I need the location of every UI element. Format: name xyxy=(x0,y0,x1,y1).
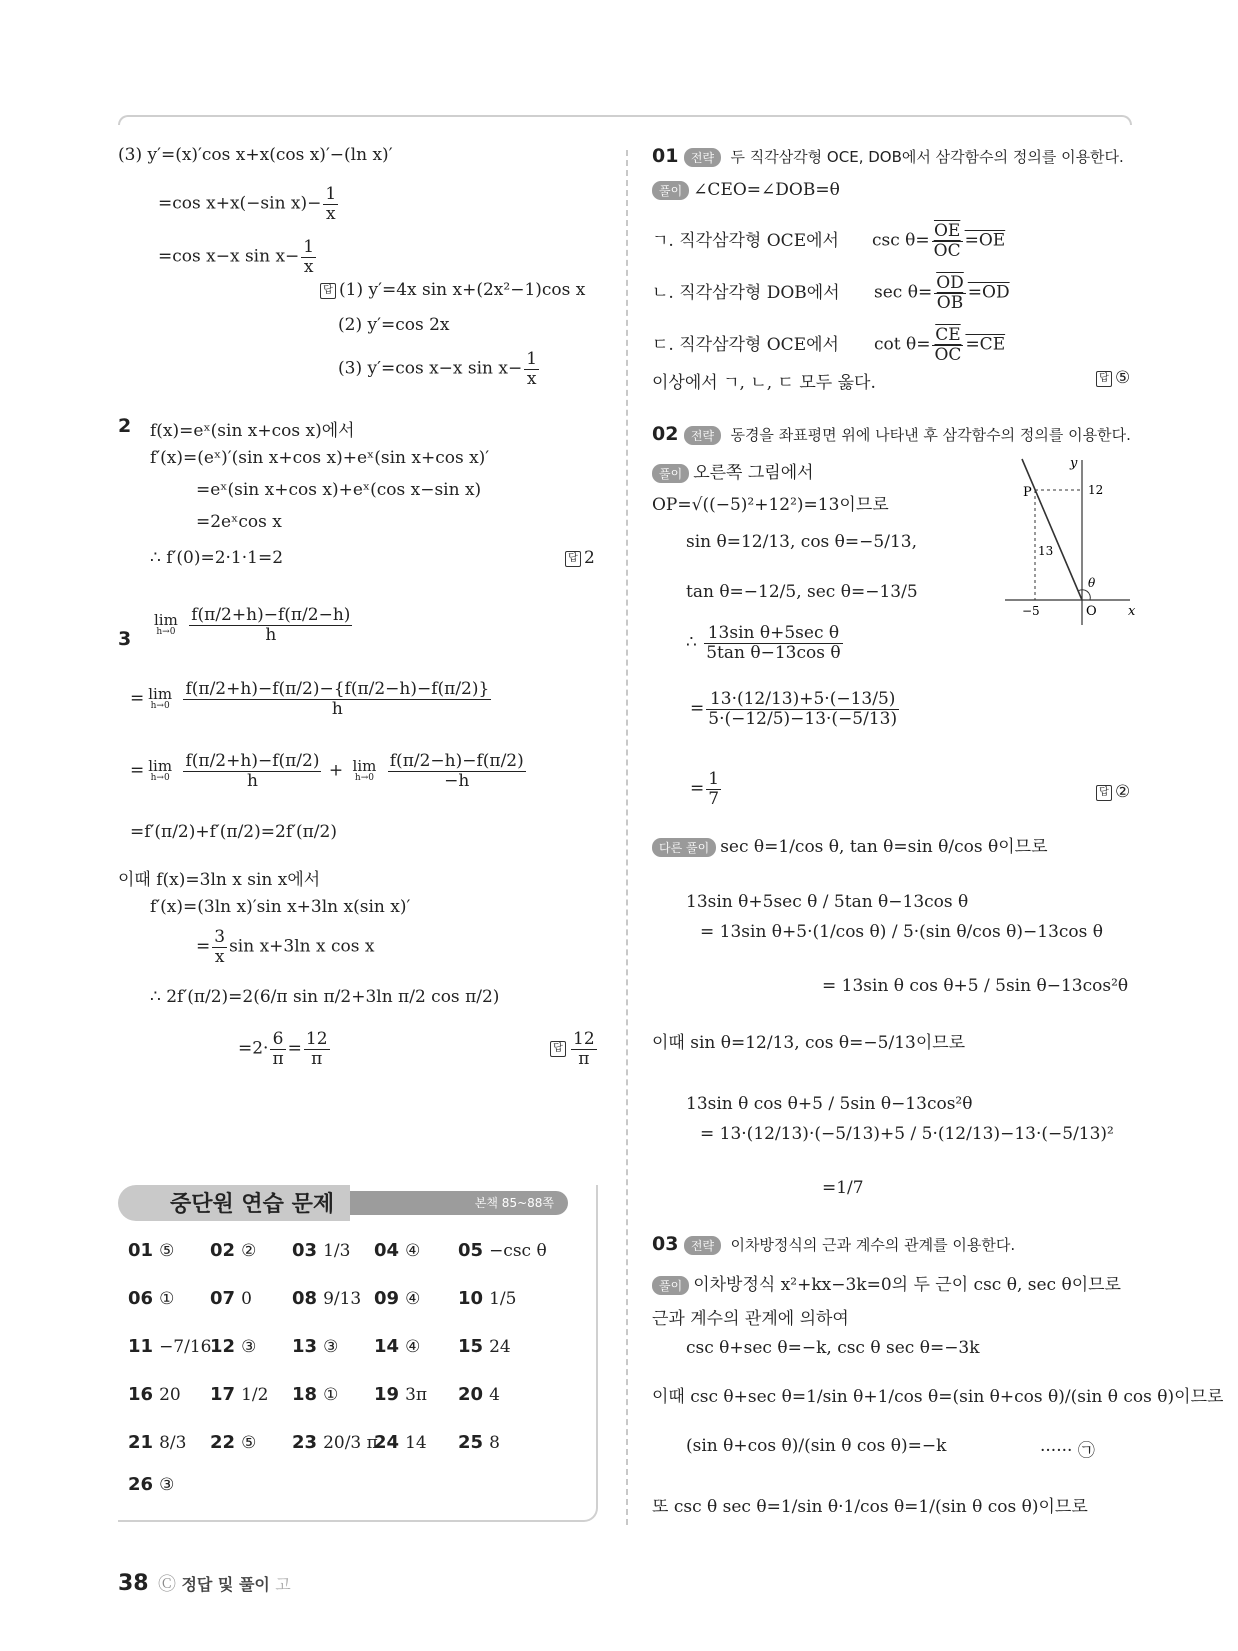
practice-answer-value: ① xyxy=(159,1289,175,1309)
practice-answer-value: ③ xyxy=(159,1475,175,1495)
q3-row-3: = lim h→0 $\frac{f(\pi/2+h)-f(\pi/2)}{h}$ + lim h→0 $\frac{f(\pi/2-h)-f(\pi/2)}{-h}$ xyxy=(130,751,524,791)
practice-answer-number: 22 xyxy=(210,1432,236,1453)
practice-answer-number: 14 xyxy=(374,1336,400,1357)
practice-answer-value: 14 xyxy=(405,1433,427,1453)
q3-row-4: =f′(π/2)+f′(π/2)=2f′(π/2) xyxy=(130,822,337,842)
practice-answer-number: 25 xyxy=(458,1432,484,1453)
practice-answer xyxy=(128,1474,174,1495)
q2-line-1: f(x)=eˣ(sin x+cos x)에서 xyxy=(150,421,355,441)
q3-row-6: f′(x)=(3ln x)′sin x+3ln x(sin x)′ xyxy=(150,897,411,917)
practice-answer-value: 1/5 xyxy=(489,1289,517,1309)
q2-line-2: f′(x)=(eˣ)′(sin x+cos x)+eˣ(sin x+cos x)′ xyxy=(150,448,490,468)
practice-answer-value: ① xyxy=(323,1385,339,1405)
solution-tag: 풀이 xyxy=(652,1276,689,1295)
practice-answer xyxy=(210,1384,268,1405)
label-P: P xyxy=(1023,485,1032,500)
practice-answer xyxy=(292,1384,338,1405)
practice-answer-number: 06 xyxy=(128,1288,154,1309)
practice-answer xyxy=(128,1384,181,1405)
practice-answer-value: 3π xyxy=(405,1385,428,1405)
practice-answer-value: ④ xyxy=(405,1241,421,1261)
q02-sol-3: tan θ=−12/5, sec θ=−13/5 xyxy=(686,582,918,602)
answer-icon: 답 xyxy=(565,551,581,567)
practice-answer xyxy=(458,1432,500,1453)
practice-answer-value: ③ xyxy=(241,1337,257,1357)
q3-answer: 답 $\frac{12}{\pi}$ xyxy=(550,1030,599,1068)
practice-answer-number: 01 xyxy=(128,1240,154,1261)
q01-sol-2: ㄴ. 직각삼각형 DOB에서 sec θ= $\frac{\overline{OD}}{OB}$ =OD xyxy=(652,273,1010,313)
practice-answer-number: 02 xyxy=(210,1240,236,1261)
q02-alt-2: 13sin θ+5sec θ / 5tan θ−13cos θ xyxy=(686,892,969,912)
q02-alt-5r: = 13·(12/13)·(−5/13)+5 / 5·(12/13)−13·(−5/13)² xyxy=(700,1124,1114,1144)
practice-answer-number: 04 xyxy=(374,1240,400,1261)
q02-sol-6: = $\frac{1}{7}$ xyxy=(690,769,720,809)
practice-answer-value: ② xyxy=(241,1241,257,1261)
practice-answer xyxy=(210,1432,256,1453)
footer-label: 정답 및 풀이 xyxy=(181,1575,270,1594)
answer-icon: 답 xyxy=(1096,785,1112,801)
solution-tag: 풀이 xyxy=(652,464,689,483)
q01-sol-4: 이상에서 ㄱ, ㄴ, ㄷ 모두 옳다. xyxy=(652,373,876,393)
answer-icon: 답 xyxy=(320,283,336,299)
label-12: 12 xyxy=(1088,483,1104,497)
label-O: O xyxy=(1086,604,1097,619)
q03-header: 03 전략 이차방정식의 근과 계수의 관계를 이용한다. xyxy=(652,1233,1016,1255)
practice-answer-value: 20 xyxy=(159,1385,181,1405)
practice-answer-number: 12 xyxy=(210,1336,236,1357)
practice-answer-number: 08 xyxy=(292,1288,318,1309)
practice-answer xyxy=(292,1288,361,1309)
practice-answer xyxy=(458,1384,500,1405)
practice-answer-number: 05 xyxy=(458,1240,484,1261)
q03-sol-5-tag: ······ ㉠ xyxy=(1040,1441,1095,1461)
q02-alt-1: 다른 풀이 sec θ=1/cos θ, tan θ=sin θ/cos θ이므로 xyxy=(652,832,1048,857)
q02-alt-3: = 13sin θ cos θ+5 / 5sin θ−13cos²θ xyxy=(822,976,1129,996)
practice-answer-value: −7/16 xyxy=(159,1337,212,1357)
alt-solution-tag: 다른 풀이 xyxy=(652,838,716,857)
practice-answer-number: 09 xyxy=(374,1288,400,1309)
q02-alt-4: 이때 sin θ=12/13, cos θ=−5/13이므로 xyxy=(652,1033,966,1053)
practice-answer xyxy=(210,1288,252,1309)
p3-line-2: =cos x+x(−sin x)− $\frac{1}{x}$ xyxy=(158,184,337,224)
q02-header: 02 전략 동경을 좌표평면 위에 나타낸 후 삼각함수의 정의를 이용한다. xyxy=(652,423,1131,445)
q3-row-7: = $\frac{3}{x}$ sin x+3ln x cos x xyxy=(196,927,375,967)
practice-answer-value: 8/3 xyxy=(159,1433,187,1453)
practice-answer xyxy=(292,1240,350,1261)
practice-answer-number: 03 xyxy=(292,1240,318,1261)
label-x: x xyxy=(1128,604,1136,619)
practice-answer xyxy=(374,1240,420,1261)
answer-icon: 답 xyxy=(550,1041,566,1057)
practice-answer-value: ④ xyxy=(405,1337,421,1357)
practice-answer-value: 1/3 xyxy=(323,1241,351,1261)
practice-range: 본책 85~88쪽 xyxy=(350,1191,568,1215)
practice-answer-value: ⑤ xyxy=(159,1241,175,1261)
column-divider xyxy=(626,150,628,1525)
practice-answer-number: 26 xyxy=(128,1474,154,1495)
q02-sol-2: sin θ=12/13, cos θ=−5/13, xyxy=(686,532,917,552)
practice-answer-number: 24 xyxy=(374,1432,400,1453)
q2-answer: 답 2 xyxy=(565,548,595,568)
practice-answer-number: 07 xyxy=(210,1288,236,1309)
q03-sol-3: csc θ+sec θ=−k, csc θ sec θ=−3k xyxy=(686,1338,980,1358)
practice-answer-number: 16 xyxy=(128,1384,154,1405)
page-footer xyxy=(118,1570,291,1596)
practice-answer-value: 8 xyxy=(489,1433,500,1453)
q02-answer: 답 ② xyxy=(1096,782,1130,802)
label-minus5: −5 xyxy=(1022,604,1040,618)
p3-answer-1: 답 (1) y′=4x sin x+(2x²−1)cos x xyxy=(320,280,585,300)
practice-answer xyxy=(458,1336,511,1357)
practice-answer xyxy=(374,1336,420,1357)
q3-row-2: = lim h→0 $\frac{f(\pi/2+h)-f(\pi/2)-\{f(\pi/2-h)-f(\pi/2)\}}{h}$ xyxy=(130,679,490,719)
q02-coordinate-figure xyxy=(1000,455,1140,635)
practice-answer xyxy=(374,1384,427,1405)
q03-sol-1: 풀이 이차방정식 x²+kx−3k=0의 두 근이 csc θ, sec θ이므로 xyxy=(652,1270,1121,1295)
practice-answer-value: −csc θ xyxy=(489,1241,547,1261)
strategy-tag: 전략 xyxy=(684,426,721,445)
q01-sol-0: 풀이 ∠CEO=∠DOB=θ xyxy=(652,180,840,200)
practice-answer-number: 19 xyxy=(374,1384,400,1405)
q01-answer: 답 ⑤ xyxy=(1096,368,1130,388)
q3-number: 3 xyxy=(118,628,132,650)
q01-sol-1: ㄱ. 직각삼각형 OCE에서 csc θ= $\frac{\overline{OE}}{OC}$ =OE xyxy=(652,221,1006,261)
practice-answer-value: 1/2 xyxy=(241,1385,269,1405)
q03-sol-2: 근과 계수의 관계에 의하여 xyxy=(652,1309,849,1329)
practice-answer-number: 23 xyxy=(292,1432,318,1453)
q3-row-5: 이때 f(x)=3ln x sin x에서 xyxy=(118,870,321,890)
q02-sol-0: 풀이 오른쪽 그림에서 xyxy=(652,458,814,483)
practice-answer xyxy=(374,1288,420,1309)
q2-line-5: ∴ f′(0)=2·1·1=2 xyxy=(150,548,284,568)
q02-alt-6: =1/7 xyxy=(822,1178,864,1198)
practice-answer-number: 13 xyxy=(292,1336,318,1357)
q3-row-1: lim h→0 $\frac{f(\pi/2+h)-f(\pi/2-h)}{h}$ xyxy=(154,605,351,645)
practice-header xyxy=(118,1185,568,1221)
label-13: 13 xyxy=(1038,544,1054,558)
practice-answer-number: 17 xyxy=(210,1384,236,1405)
practice-answer xyxy=(458,1240,547,1261)
q03-sol-6: 또 csc θ sec θ=1/sin θ·1/cos θ=1/(sin θ cos θ)이므로 xyxy=(652,1497,1088,1517)
q2-number: 2 xyxy=(118,415,132,437)
practice-answer xyxy=(128,1240,174,1261)
label-theta: θ xyxy=(1088,576,1096,590)
practice-answer xyxy=(292,1432,378,1453)
p3-answer-3: (3) y′=cos x−x sin x− $\frac{1}{x}$ xyxy=(338,349,538,389)
practice-answer-value: 0 xyxy=(241,1289,252,1309)
footer-mark: Ⓒ xyxy=(158,1574,177,1595)
practice-answer xyxy=(210,1240,256,1261)
practice-answer-number: 10 xyxy=(458,1288,484,1309)
answer-icon: 답 xyxy=(1096,371,1112,387)
page-number: 38 xyxy=(118,1571,149,1596)
q01-sol-3: ㄷ. 직각삼각형 OCE에서 cot θ= $\frac{\overline{CE}}{OC}$ =CE xyxy=(652,325,1006,365)
p3-answer-2: (2) y′=cos 2x xyxy=(338,315,450,335)
practice-answer xyxy=(458,1288,516,1309)
q01-header: 01 전략 두 직각삼각형 OCE, DOB에서 삼각함수의 정의를 이용한다. xyxy=(652,145,1124,167)
practice-answer xyxy=(374,1432,427,1453)
practice-answer-value: ④ xyxy=(405,1289,421,1309)
practice-answer xyxy=(210,1336,256,1357)
q02-sol-4: ∴ $\frac{\text{13sin θ+5sec θ}}{\text{5tan θ−13cos θ}}$ xyxy=(686,623,841,663)
label-y: y xyxy=(1070,456,1078,471)
top-rule xyxy=(118,115,1132,125)
q02-sol-5: = $\frac{13\cdot(12/13)+5\cdot(-13/5)}{5\cdot(-12/5)-13\cdot(-5/13)}$ xyxy=(690,689,898,729)
q02-sol-1: OP=√((−5)²+12²)=13이므로 xyxy=(652,495,889,515)
practice-answer-number: 11 xyxy=(128,1336,154,1357)
strategy-tag: 전략 xyxy=(684,148,721,167)
practice-answer xyxy=(128,1288,174,1309)
practice-answer-value: 9/13 xyxy=(323,1289,362,1309)
practice-answer-number: 21 xyxy=(128,1432,154,1453)
q03-sol-4: 이때 csc θ+sec θ=1/sin θ+1/cos θ=(sin θ+cos θ)/(sin θ cos θ)이므로 xyxy=(652,1387,1224,1407)
practice-answer-number: 20 xyxy=(458,1384,484,1405)
practice-answer-value: ⑤ xyxy=(241,1433,257,1453)
practice-answer xyxy=(128,1432,186,1453)
practice-answer-value: ③ xyxy=(323,1337,339,1357)
practice-answer-value: 24 xyxy=(489,1337,511,1357)
practice-answer xyxy=(128,1336,211,1357)
footer-suffix: 고 xyxy=(275,1575,291,1594)
q02-alt-2r: = 13sin θ+5·(1/cos θ) / 5·(sin θ/cos θ)−13cos θ xyxy=(700,922,1104,942)
solution-tag: 풀이 xyxy=(652,181,689,200)
practice-answer-value: 20/3 π xyxy=(323,1433,378,1453)
q3-row-9: =2· $\frac{6}{\pi}$ = $\frac{12}{\pi}$ xyxy=(238,1029,328,1069)
practice-answer-value: 4 xyxy=(489,1385,500,1405)
practice-answer-number: 18 xyxy=(292,1384,318,1405)
practice-answer-number: 15 xyxy=(458,1336,484,1357)
q2-line-4: =2eˣcos x xyxy=(196,512,282,532)
q3-row-8: ∴ 2f′(π/2)=2(6/π sin π/2+3ln π/2 cos π/2) xyxy=(150,987,500,1007)
practice-answer xyxy=(292,1336,338,1357)
q03-sol-5: (sin θ+cos θ)/(sin θ cos θ)=−k xyxy=(686,1436,947,1456)
q2-line-3: =eˣ(sin x+cos x)+eˣ(cos x−sin x) xyxy=(196,480,482,500)
p3-line-1: (3) y′=(x)′cos x+x(cos x)′−(ln x)′ xyxy=(118,145,393,165)
q02-alt-5: 13sin θ cos θ+5 / 5sin θ−13cos²θ xyxy=(686,1094,973,1114)
strategy-tag: 전략 xyxy=(684,1236,721,1255)
practice-title: 중단원 연습 문제 xyxy=(170,1192,335,1217)
p3-line-3: =cos x−x sin x− $\frac{1}{x}$ xyxy=(158,237,315,277)
